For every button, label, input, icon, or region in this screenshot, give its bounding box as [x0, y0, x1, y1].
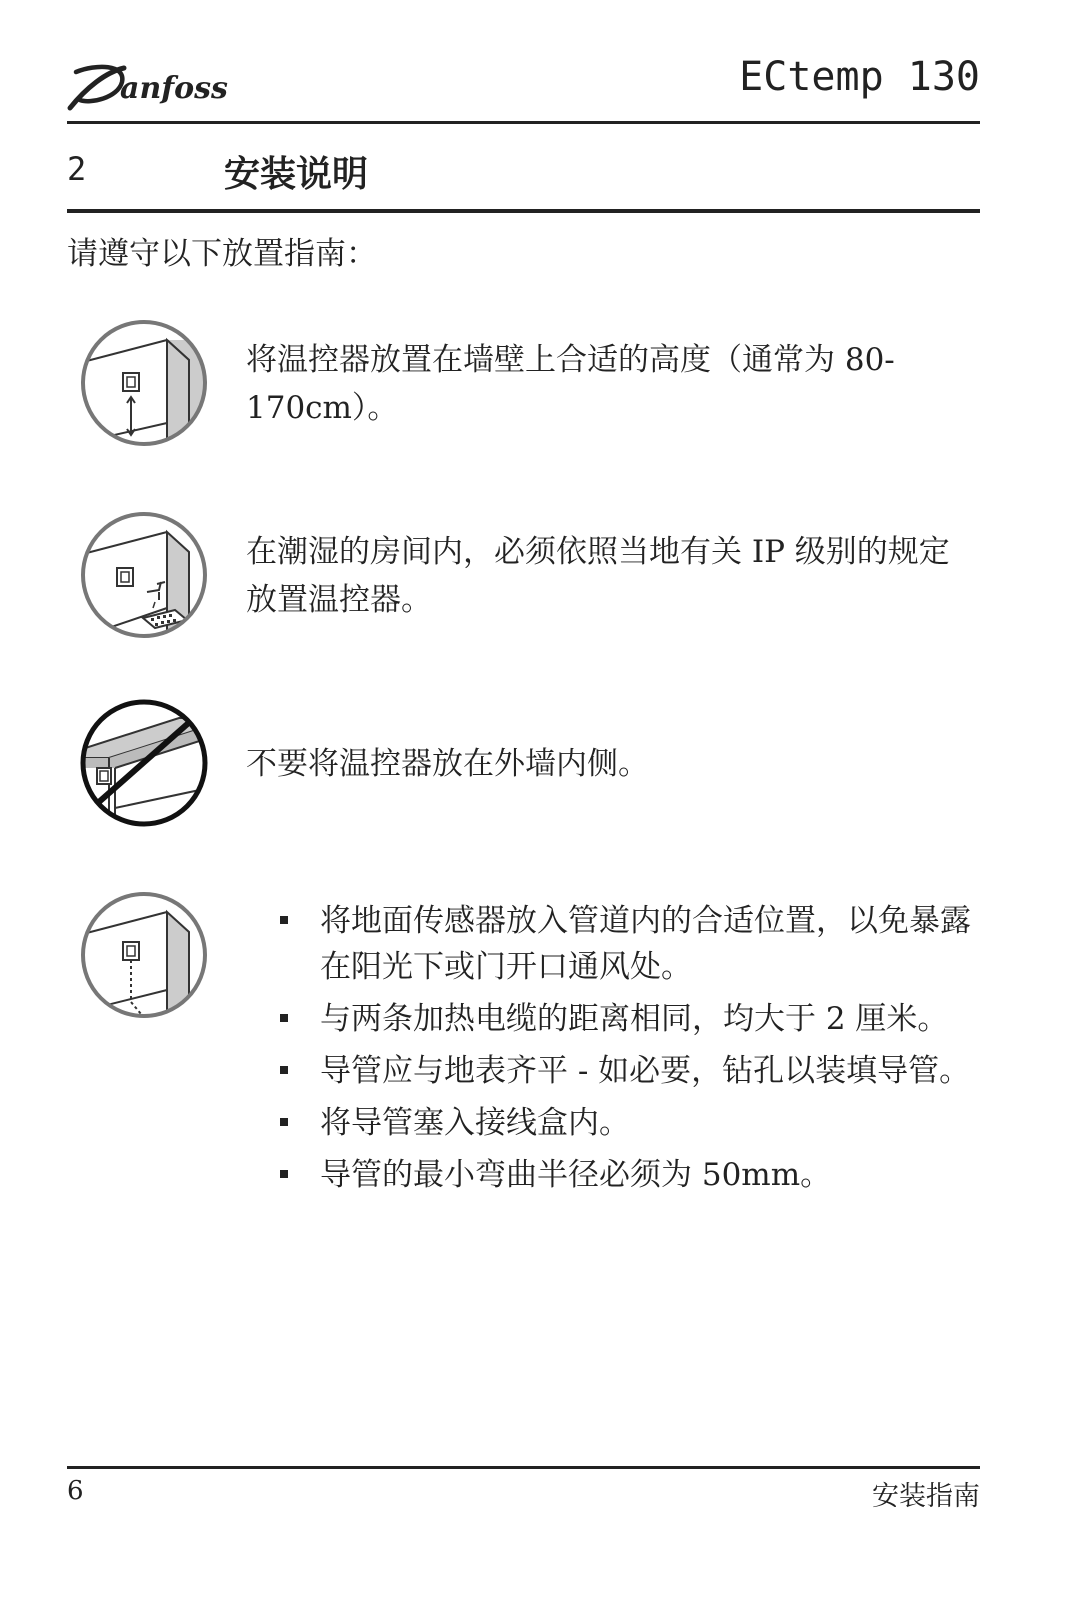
instruction-text: 不要将温控器放在外墙内侧。	[246, 746, 649, 782]
bullet-marker	[280, 1170, 288, 1178]
list-item	[278, 1048, 978, 1094]
bullet-text: 将导管塞入接线盒内。	[320, 1105, 630, 1141]
danfoss-logo	[66, 58, 228, 114]
footer-rule	[67, 1466, 980, 1469]
product-name: ECtemp 130	[739, 54, 980, 100]
header-rule	[67, 121, 980, 124]
floor-sensor-icon	[79, 890, 209, 1020]
page-number: 6	[67, 1476, 84, 1506]
bullet-text: 导管应与地表齐平 - 如必要，钻孔以装填导管。	[320, 1053, 971, 1089]
section-number: 2	[67, 150, 87, 188]
sensor-bullet-list	[278, 898, 978, 1204]
wet-room-icon	[79, 510, 209, 640]
bullet-marker	[280, 1118, 288, 1126]
section-rule	[67, 209, 980, 213]
footer-title: 安装指南	[872, 1481, 980, 1512]
intro-text: 请遵守以下放置指南：	[67, 236, 377, 272]
wall-height-icon	[79, 318, 209, 448]
list-item	[278, 996, 978, 1042]
bullet-text: 将地面传感器放入管道内的合适位置，以免暴露在阳光下或门开口通风处。	[320, 903, 971, 985]
instruction-text: 将温控器放置在墙壁上合适的高度（通常为 80-170cm）。	[246, 342, 895, 426]
list-item	[278, 898, 978, 990]
bullet-marker	[280, 916, 288, 924]
bullet-marker	[280, 1014, 288, 1022]
list-item	[278, 1100, 978, 1146]
section-title: 安装说明	[224, 154, 369, 195]
no-outer-wall-icon	[79, 698, 209, 828]
bullet-marker	[280, 1066, 288, 1074]
instruction-text: 在潮湿的房间内，必须依照当地有关 IP 级别的规定放置温控器。	[246, 534, 950, 618]
bullet-text: 与两条加热电缆的距离相同，均大于 2 厘米。	[320, 1001, 949, 1037]
svg-text:anfoss: anfoss	[120, 71, 228, 106]
list-item	[278, 1152, 978, 1198]
bullet-text: 导管的最小弯曲半径必须为 50mm。	[320, 1157, 832, 1193]
